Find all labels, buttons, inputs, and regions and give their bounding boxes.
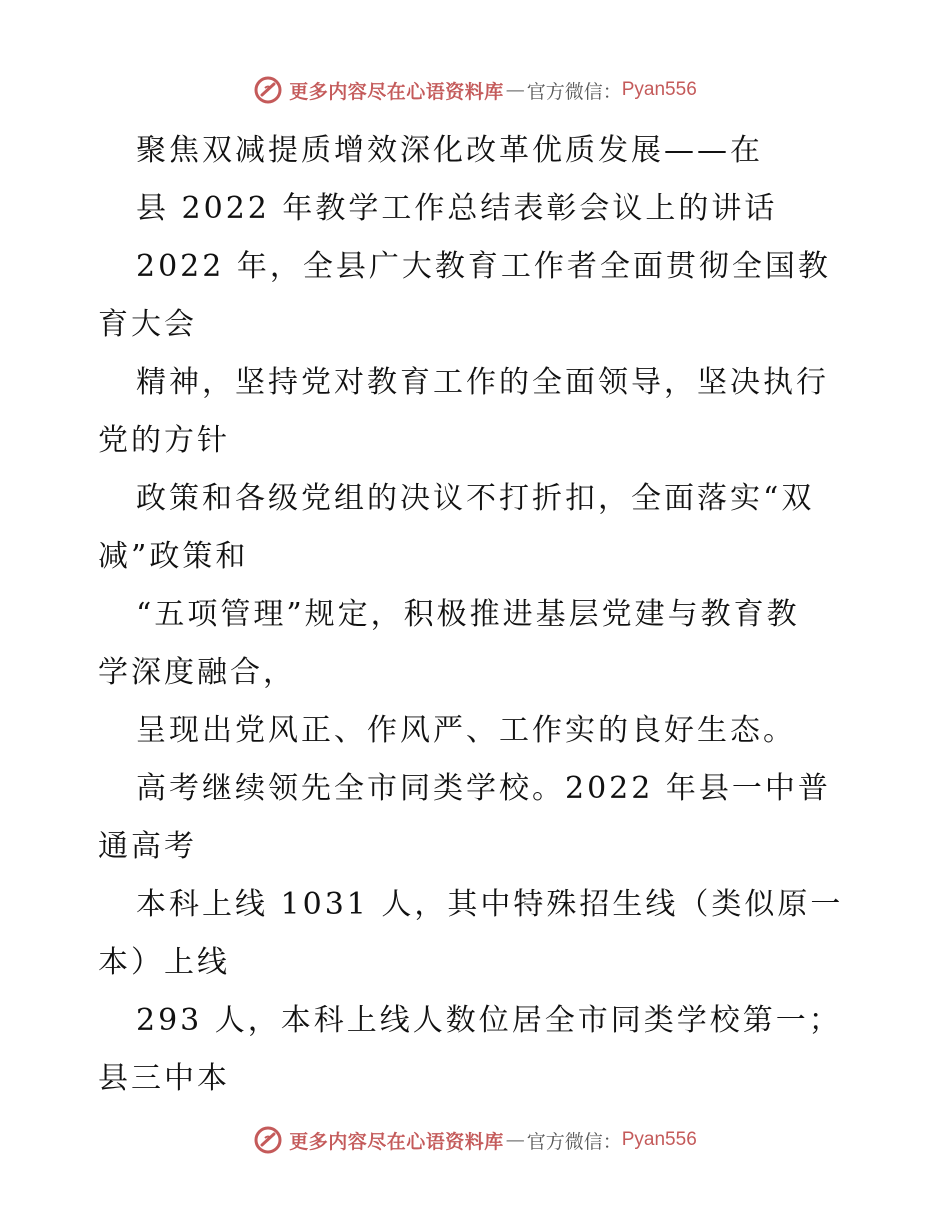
paragraph-line: 精神，坚持党对教育工作的全面领导，坚决执行 xyxy=(136,365,829,400)
logo-icon xyxy=(253,75,283,105)
header-wechat-id: Pyan556 xyxy=(621,79,697,100)
paragraph-line: 党的方针 xyxy=(98,423,230,458)
paragraph-line: “五项管理”规定，积极推进基层党建与教育教 xyxy=(136,597,800,632)
paragraph-line: 政策和各级党组的决议不打折扣，全面落实“双 xyxy=(136,481,815,516)
header-banner xyxy=(0,70,950,110)
footer-wechat-id: Pyan556 xyxy=(621,1129,697,1150)
paragraph-line: 本）上线 xyxy=(98,945,230,980)
paragraph-line: 学深度融合， xyxy=(98,655,296,690)
footer-separator: — xyxy=(505,1129,525,1151)
paragraph-line: 减”政策和 xyxy=(98,539,249,574)
paragraph-line: 本科上线 1031 人，其中特殊招生线（类似原一 xyxy=(136,887,844,922)
paragraph-line: 2022 年，全县广大教育工作者全面贯彻全国教 xyxy=(136,249,831,284)
paragraph-line: 县三中本 xyxy=(98,1061,230,1096)
header-wechat-label: 官方微信： xyxy=(526,80,622,103)
footer-banner xyxy=(0,1120,950,1160)
paragraph-line: 育大会 xyxy=(98,307,197,342)
paragraph-line: 293 人，本科上线人数位居全市同类学校第一； xyxy=(136,1003,842,1038)
footer-brand: 更多内容尽在心语资料库 xyxy=(289,1130,504,1153)
title-line-2: 县 2022 年教学工作总结表彰会议上的讲话 xyxy=(136,191,778,226)
header-brand: 更多内容尽在心语资料库 xyxy=(289,80,504,103)
document-body xyxy=(98,122,858,1108)
title-line-1: 聚焦双减提质增效深化改革优质发展——在 xyxy=(136,133,763,168)
paragraph-line: 通高考 xyxy=(98,829,197,864)
logo-icon xyxy=(253,1125,283,1155)
footer-wechat-label: 官方微信： xyxy=(526,1130,622,1153)
paragraph-line: 呈现出党风正、作风严、工作实的良好生态。 xyxy=(136,713,796,748)
paragraph-line: 高考继续领先全市同类学校。2022 年县一中普 xyxy=(136,771,831,806)
header-separator: — xyxy=(505,79,525,101)
